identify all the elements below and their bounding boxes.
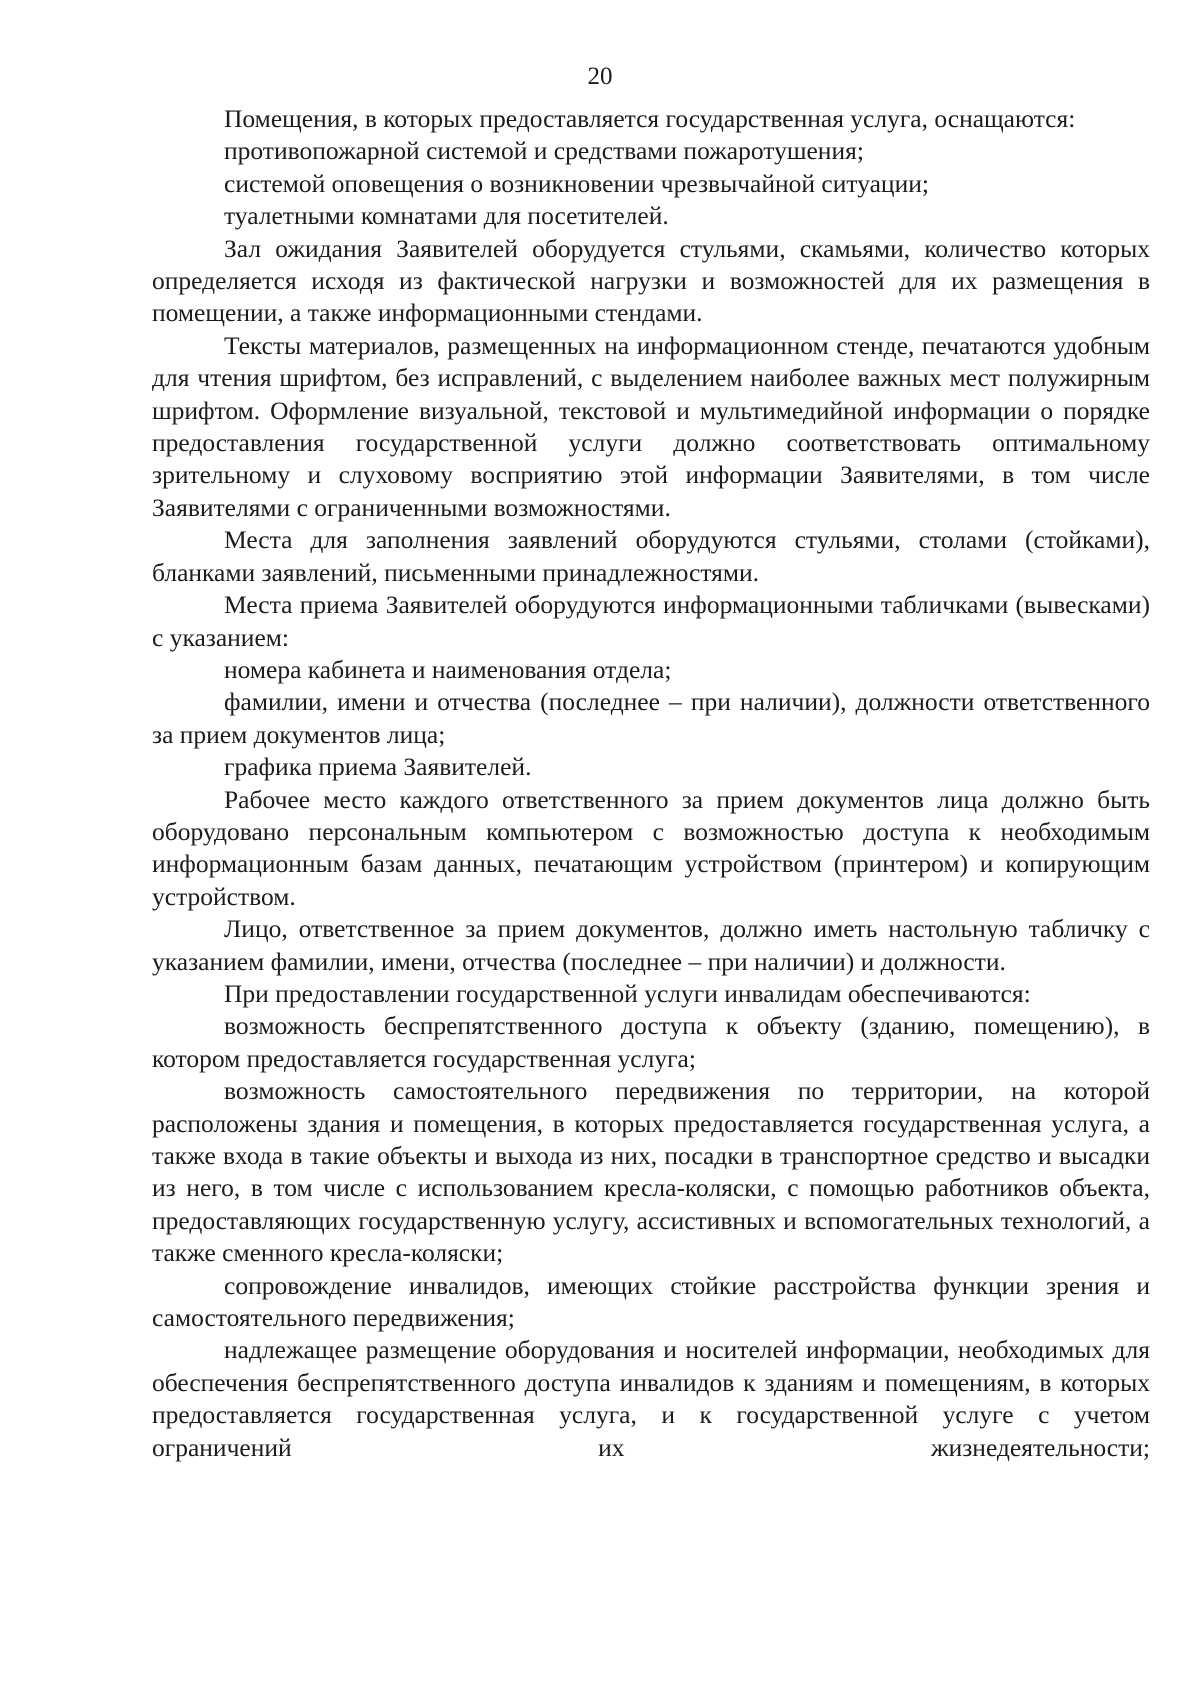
paragraph: Зал ожидания Заявителей оборудуется стульями, скамьями, количество которых определяется исходя из фактической нагрузки и возможностей для их размещения в помещении, а также информационными стендами. [152, 233, 1150, 328]
paragraph: надлежащее размещение оборудования и носителей информации, необходимых для обеспечения беспрепятственного доступа инвалидов к зданиям и помещениям, в которых предоставляется государственная услуга, и к государственной услуге с учетом ограничений их жизнедеятельности; [152, 1335, 1150, 1462]
paragraph: возможность беспрепятственного доступа к объекту (зданию, помещению), в котором предоставляется государственная услуга; [152, 1011, 1150, 1073]
paragraph: При предоставлении государственной услуги инвалидам обеспечиваются: [224, 978, 1031, 1008]
paragraph: Тексты материалов, размещенных на информационном стенде, печатаются удобным для чтения шрифтом, без исправлений, с выделением наиболее важных мест полужирным шрифтом. Оформление визуальной, текстовой и мультимедийной информации о порядке предоставления государственной услуги должно соответствовать оптимальному зрительному и слуховому восприятию этой информации Заявителями, в том числе Заявителями с ограниченными возможностями. [152, 330, 1150, 522]
paragraph: туалетными комнатами для посетителей. [224, 201, 669, 231]
paragraph: противопожарной системой и средствами пожаротушения; [224, 136, 864, 166]
paragraph: графика приема Заявителей. [224, 752, 532, 782]
paragraph: системой оповещения о возникновении чрезвычайной ситуации; [224, 168, 929, 198]
paragraph: Помещения, в которых предоставляется государственная услуга, оснащаются: [224, 104, 1076, 133]
paragraph: возможность самостоятельного передвижения по территории, на которой расположены здания и помещения, в которых предоставляется государственная услуга, а также входа в такие объекты и выхода из них, посадки в транспортное средство и высадки из него, в том числе с использованием кресла-коляски, с помощью работников объекта, предоставляющих государственную услугу, ассистивных и вспомогательных технологий, а также сменного кресла-коляски; [152, 1076, 1150, 1268]
paragraph: Места для заполнения заявлений оборудуются стульями, столами (стойками), бланками заявлений, письменными принадлежностями. [152, 525, 1150, 587]
paragraph: Лицо, ответственное за прием документов, должно иметь настольную табличку с указанием фамилии, имени, отчества (последнее – при наличии) и должности. [152, 914, 1150, 976]
paragraph: сопровождение инвалидов, имеющих стойкие расстройства функции зрения и самостоятельного передвижения; [152, 1270, 1150, 1333]
document-body [152, 103, 1150, 1464]
page-number: 20 [587, 63, 613, 90]
paragraph: фамилии, имени и отчества (последнее – при наличии), должности ответственного за прием документов лица; [152, 687, 1150, 749]
paragraph: Рабочее место каждого ответственного за прием документов лица должно быть оборудовано персональным компьютером с возможностью доступа к необходимым информационным базам данных, печатающим устройством (принтером) и копирующим устройством. [152, 784, 1150, 911]
paragraph: Места приема Заявителей оборудуются информационными табличками (вывесками) с указанием: [152, 590, 1150, 652]
paragraph: номера кабинета и наименования отдела; [224, 654, 672, 684]
